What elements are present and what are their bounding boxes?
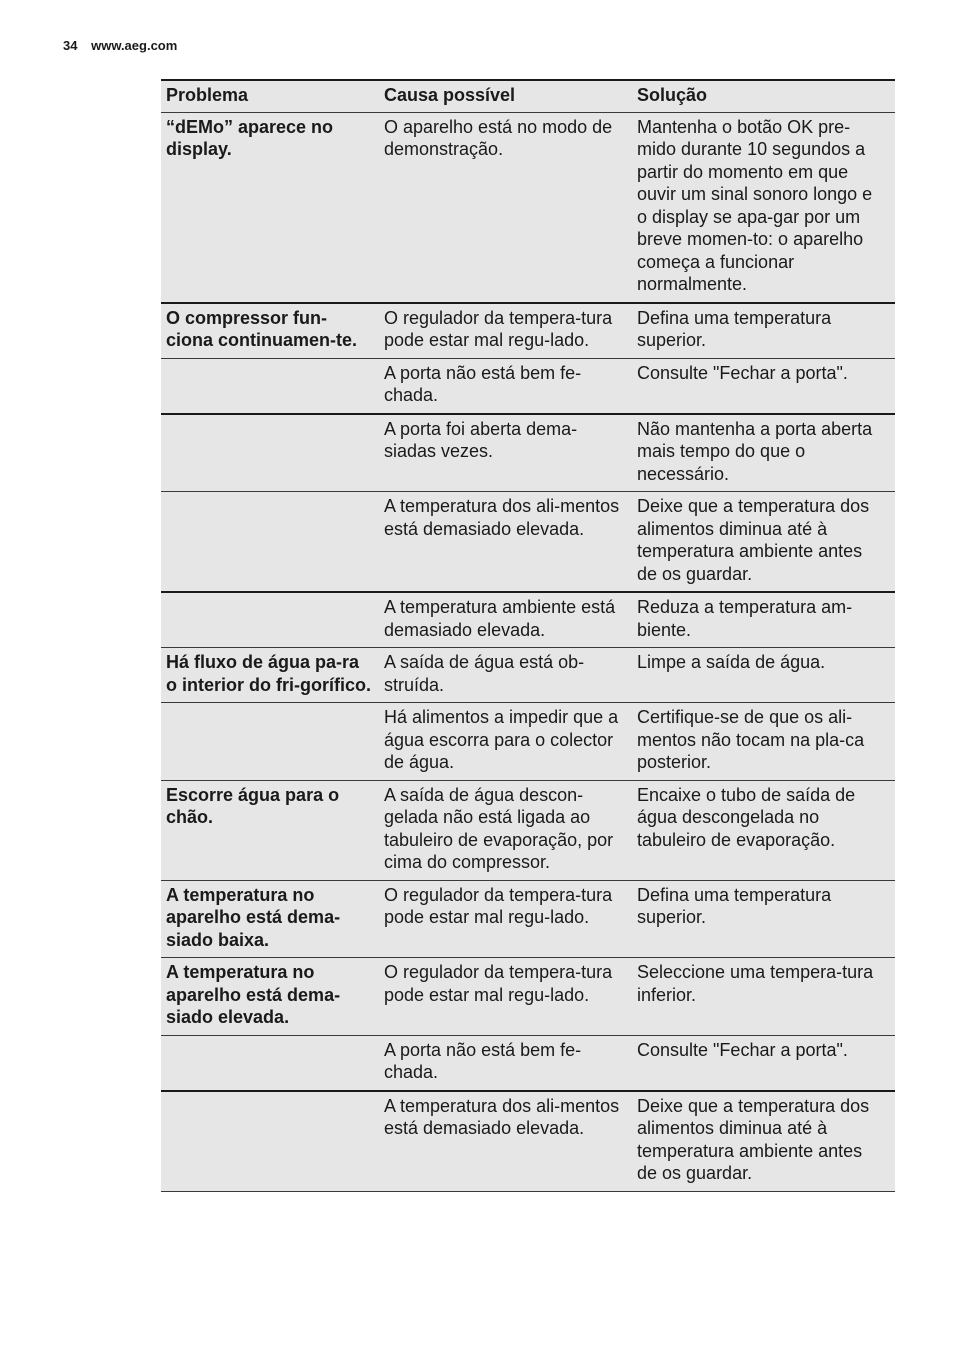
column-header-solution: Solução xyxy=(637,85,708,105)
solution-cell: Defina uma temperatura superior. xyxy=(637,884,832,927)
cause-cell: O aparelho está no modo de demonstração. xyxy=(384,116,613,159)
solution-cell: Deixe que a temperatura dos alimentos diminua até à temperatura ambiente antes de os guardar. xyxy=(637,1095,870,1183)
cause-cell: O regulador da tempera-tura pode estar mal regu-lado. xyxy=(384,962,613,1005)
table-row xyxy=(161,780,895,880)
solution-cell: Reduza a temperatura am-biente. xyxy=(637,597,853,640)
cause-cell: A temperatura dos ali-mentos está demasiado elevada. xyxy=(384,496,620,539)
table-row xyxy=(161,112,895,303)
solution-cell: Consulte "Fechar a porta". xyxy=(637,1039,848,1060)
table-row xyxy=(161,1091,895,1192)
cause-cell: A porta foi aberta dema-siadas vezes. xyxy=(384,418,578,461)
problem-cell: Escorre água para o chão. xyxy=(166,784,340,827)
problem-cell: Há fluxo de água pa-ra o interior do fri-gorífico. xyxy=(166,652,371,695)
solution-cell: Mantenha o botão OK pre-mido durante 10 segundos a partir do momento em que ouvir um sinal sonoro longo e o display se apa-gar por um breve momen-to: o aparelho começa a funcionar normalmente. xyxy=(637,116,873,294)
table-row xyxy=(161,358,895,414)
page-header xyxy=(63,38,177,53)
cause-cell: Há alimentos a impedir que a água escorra para o colector de água. xyxy=(384,707,619,772)
cause-cell: A saída de água descon-gelada não está ligada ao tabuleiro de evaporação, por cima do compressor. xyxy=(384,784,614,872)
solution-cell: Não mantenha a porta aberta mais tempo do que o necessário. xyxy=(637,418,873,484)
problem-cell xyxy=(161,1035,379,1091)
table-row xyxy=(161,958,895,1036)
column-header-problem: Problema xyxy=(166,85,249,105)
table-row xyxy=(161,703,895,781)
table-row xyxy=(161,303,895,359)
problem-cell: “dEMo” aparece no display. xyxy=(166,116,334,159)
problem-cell: A temperatura no aparelho está dema-siado baixa. xyxy=(166,884,341,950)
cause-cell: A temperatura dos ali-mentos está demasiado elevada. xyxy=(384,1095,620,1138)
troubleshooting-table xyxy=(161,79,895,1192)
problem-cell xyxy=(161,358,379,414)
problem-cell xyxy=(161,703,379,781)
problem-cell xyxy=(161,492,379,593)
cause-cell: A porta não está bem fe-chada. xyxy=(384,362,582,405)
problem-cell: O compressor fun-ciona continuamen-te. xyxy=(166,307,358,350)
problem-cell: A temperatura no aparelho está dema-siado elevada. xyxy=(166,962,341,1027)
cause-cell: A temperatura ambiente está demasiado elevada. xyxy=(384,597,616,640)
cause-cell: A saída de água está ob-struída. xyxy=(384,652,585,695)
site-url: www.aeg.com xyxy=(91,38,178,53)
problem-cell xyxy=(161,414,379,492)
solution-cell: Seleccione uma tempera-tura inferior. xyxy=(637,962,874,1005)
solution-cell: Deixe que a temperatura dos alimentos diminua até à temperatura ambiente antes de os guardar. xyxy=(637,496,870,584)
solution-cell: Certifique-se de que os ali-mentos não tocam na pla-ca posterior. xyxy=(637,707,865,772)
column-header-cause: Causa possível xyxy=(384,85,516,105)
table-row xyxy=(161,592,895,648)
table-header-row xyxy=(161,80,895,112)
table-row xyxy=(161,880,895,958)
solution-cell: Consulte "Fechar a porta". xyxy=(637,362,848,383)
page-number: 34 xyxy=(63,38,78,53)
problem-cell xyxy=(161,1091,379,1192)
table-row xyxy=(161,1035,895,1091)
cause-cell: O regulador da tempera-tura pode estar mal regu-lado. xyxy=(384,884,613,927)
solution-cell: Defina uma temperatura superior. xyxy=(637,307,832,350)
solution-cell: Encaixe o tubo de saída de água descongelada no tabuleiro de evaporação. xyxy=(637,784,856,850)
table-row xyxy=(161,648,895,703)
cause-cell: O regulador da tempera-tura pode estar mal regu-lado. xyxy=(384,307,613,350)
table-row xyxy=(161,492,895,593)
cause-cell: A porta não está bem fe-chada. xyxy=(384,1039,582,1082)
problem-cell xyxy=(161,592,379,648)
table-row xyxy=(161,414,895,492)
solution-cell: Limpe a saída de água. xyxy=(637,652,826,672)
